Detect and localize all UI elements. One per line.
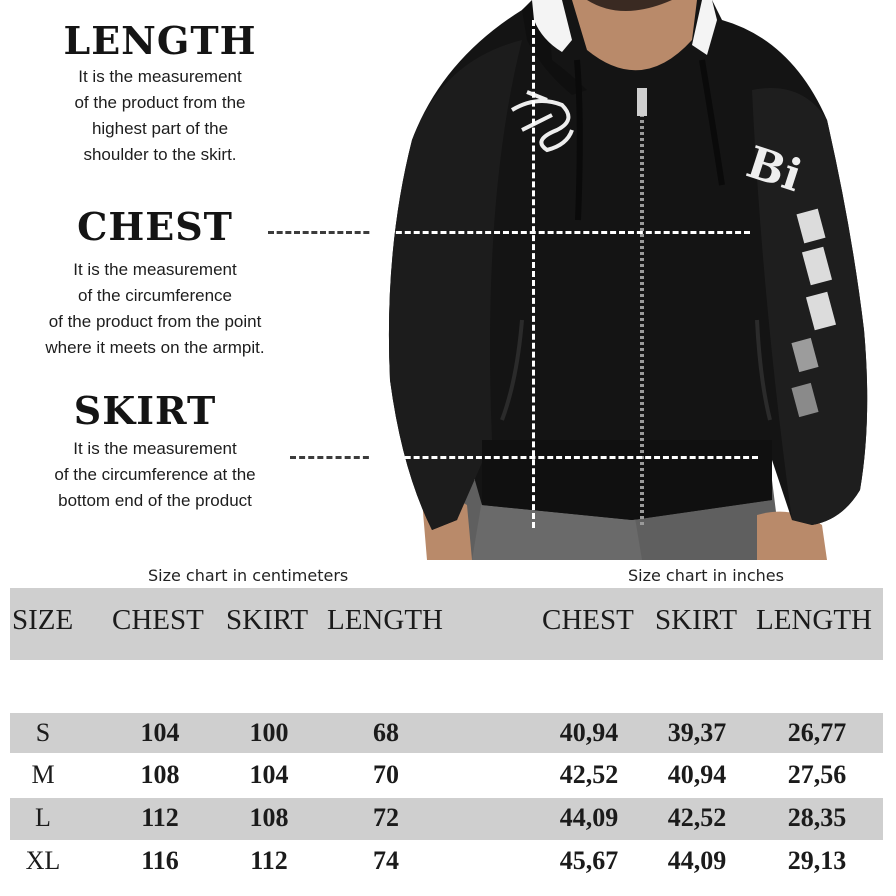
table-cell: 40,94 bbox=[559, 718, 619, 747]
hoodie-illustration bbox=[372, 0, 896, 560]
table-cell: 28,35 bbox=[787, 803, 847, 832]
table-cell: 108 bbox=[140, 760, 180, 789]
table-row-size: XL bbox=[25, 846, 61, 875]
header-chest-cm: CHEST bbox=[112, 604, 204, 636]
skirt-description: It is the measurement of the circumference at the bottom end of the product bbox=[54, 439, 256, 510]
table-cell: 108 bbox=[249, 803, 289, 832]
table-cell: 40,94 bbox=[667, 760, 727, 789]
cm-chart-caption: Size chart in centimeters bbox=[148, 566, 349, 585]
table-cell: 27,56 bbox=[787, 760, 847, 789]
header-skirt-cm: SKIRT bbox=[226, 604, 309, 636]
chest-guide-line bbox=[378, 231, 750, 234]
chest-logo-text: Bi bbox=[740, 136, 808, 203]
header-size: SIZE bbox=[12, 604, 74, 636]
table-row-size: M bbox=[31, 760, 55, 789]
table-cell: 70 bbox=[373, 760, 399, 789]
length-description: It is the measurement of the product from the highest part of the shoulder to the skirt. bbox=[74, 67, 246, 164]
header-length-in: LENGTH bbox=[756, 604, 872, 636]
table-cell: 44,09 bbox=[559, 803, 619, 832]
chest-guide-line-outer bbox=[268, 231, 378, 234]
header-chest-in: CHEST bbox=[542, 604, 634, 636]
length-title: LENGTH bbox=[63, 18, 257, 63]
table-cell: 112 bbox=[141, 803, 179, 832]
skirt-title: SKIRT bbox=[73, 388, 217, 433]
chest-description: It is the measurement of the circumference of the product from the point where it meets on the armpit. bbox=[45, 260, 265, 357]
table-cell: 45,67 bbox=[559, 846, 619, 875]
table-cell: 100 bbox=[249, 718, 289, 747]
chest-title: CHEST bbox=[77, 204, 233, 249]
table-cell: 104 bbox=[140, 718, 180, 747]
table-cell: 42,52 bbox=[559, 760, 619, 789]
table-cell: 26,77 bbox=[787, 718, 847, 747]
skirt-guide-line-outer bbox=[290, 456, 378, 459]
header-length-cm: LENGTH bbox=[327, 604, 443, 636]
table-cell: 104 bbox=[249, 760, 289, 789]
table-row-size: S bbox=[35, 718, 51, 747]
table-cell: 29,13 bbox=[787, 846, 847, 875]
skirt-guide-line bbox=[378, 456, 758, 459]
table-cell: 116 bbox=[141, 846, 179, 875]
table-row-size: L bbox=[35, 803, 51, 832]
length-guide-line bbox=[532, 20, 535, 528]
table-cell: 39,37 bbox=[667, 718, 727, 747]
table-cell: 112 bbox=[250, 846, 288, 875]
header-skirt-in: SKIRT bbox=[655, 604, 738, 636]
table-cell: 74 bbox=[373, 846, 399, 875]
table-cell: 42,52 bbox=[667, 803, 727, 832]
table-cell: 44,09 bbox=[667, 846, 727, 875]
table-cell: 72 bbox=[373, 803, 399, 832]
product-photo bbox=[372, 0, 896, 560]
table-cell: 68 bbox=[373, 718, 399, 747]
inch-chart-caption: Size chart in inches bbox=[628, 566, 784, 585]
